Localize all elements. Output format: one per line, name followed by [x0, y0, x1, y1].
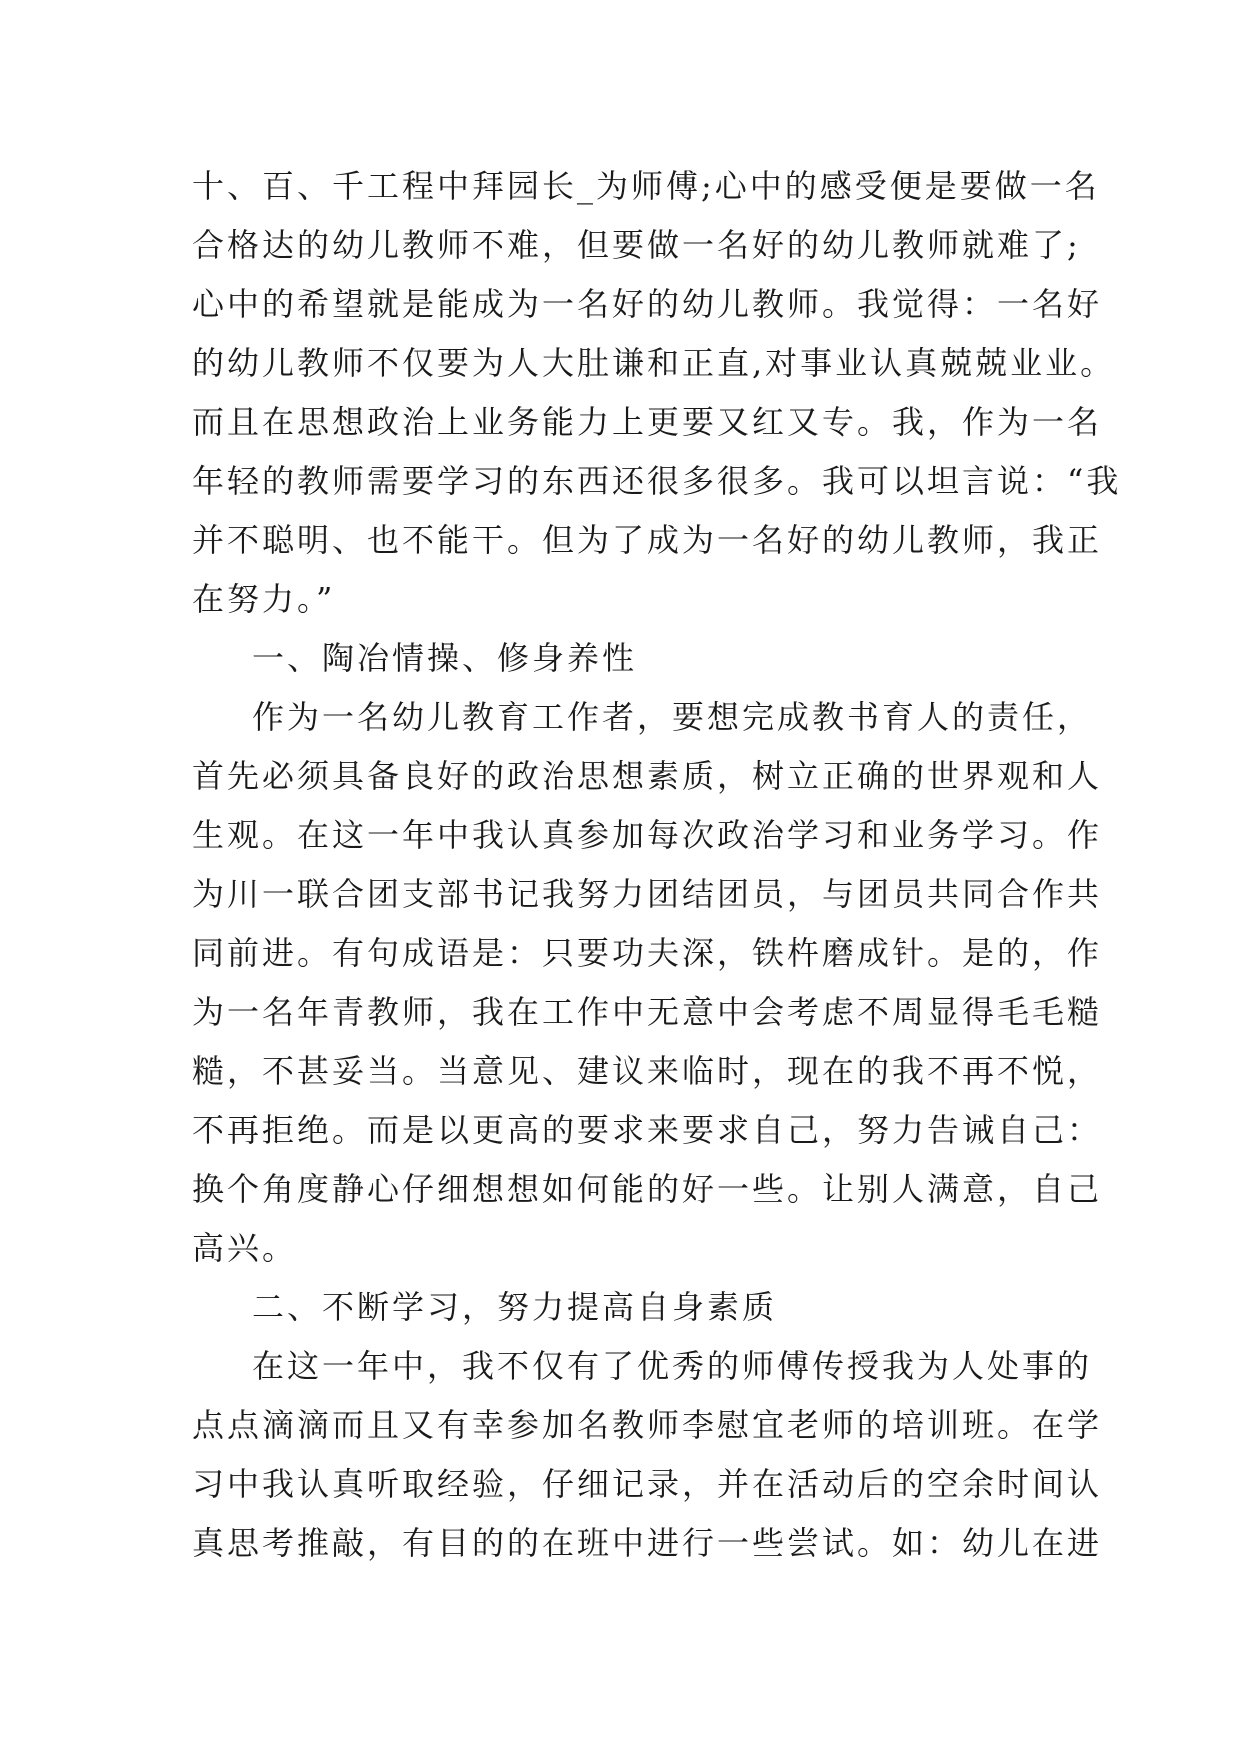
- section-heading: 一、陶冶情操、修身养性: [252, 639, 638, 677]
- text-line: 同前进。有句成语是：只要功夫深，铁杵磨成针。是的，作: [192, 934, 1103, 972]
- paragraph-first-line: 在这一年中，我不仅有了优秀的师傅传授我为人处事的: [252, 1347, 1093, 1385]
- text-line: 为一名年青教师，我在工作中无意中会考虑不周显得毛毛糙: [192, 993, 1103, 1031]
- text-line: 首先必须具备良好的政治思想素质，树立正确的世界观和人: [192, 757, 1103, 795]
- text-line: 换个角度静心仔细想想如何能的好一些。让别人满意，自己: [192, 1170, 1103, 1208]
- paragraph-first-line: 作为一名幼儿教育工作者，要想完成教书育人的责任，: [252, 698, 1093, 736]
- text-line: 习中我认真听取经验，仔细记录，并在活动后的空余时间认: [192, 1465, 1103, 1503]
- text-line: 为川一联合团支部书记我努力团结团员，与团员共同合作共: [192, 875, 1103, 913]
- text-line: 真思考推敲，有目的的在班中进行一些尝试。如：幼儿在进: [192, 1524, 1103, 1562]
- text-line: 并不聪明、也不能干。但为了成为一名好的幼儿教师，我正: [192, 521, 1103, 559]
- text-line: 的幼儿教师不仅要为人大肚谦和正直,对事业认真兢兢业业。: [192, 344, 1116, 382]
- document-page: [192, 157, 1122, 1573]
- text-line: 而且在思想政治上业务能力上更要又红又专。我，作为一名: [192, 403, 1103, 441]
- text-line: 糙，不甚妥当。当意见、建议来临时，现在的我不再不悦，: [192, 1052, 1103, 1090]
- text-line: 十、百、千工程中拜园长_为师傅;心中的感受便是要做一名: [192, 167, 1100, 205]
- text-line: 在努力。”: [192, 580, 336, 618]
- text-line: 合格达的幼儿教师不难，但要做一名好的幼儿教师就难了;: [192, 226, 1081, 264]
- text-line: 点点滴滴而且又有幸参加名教师李慰宜老师的培训班。在学: [192, 1406, 1103, 1444]
- text-line: 生观。在这一年中我认真参加每次政治学习和业务学习。作: [192, 816, 1103, 854]
- text-line: 心中的希望就是能成为一名好的幼儿教师。我觉得：一名好: [192, 285, 1103, 323]
- text-line: 不再拒绝。而是以更高的要求来要求自己，努力告诫自己：: [192, 1111, 1103, 1149]
- text-line: 年轻的教师需要学习的东西还很多很多。我可以坦言说：“我: [192, 462, 1122, 500]
- text-line: 高兴。: [192, 1229, 298, 1267]
- section-heading: 二、不断学习，努力提高自身素质: [252, 1288, 778, 1326]
